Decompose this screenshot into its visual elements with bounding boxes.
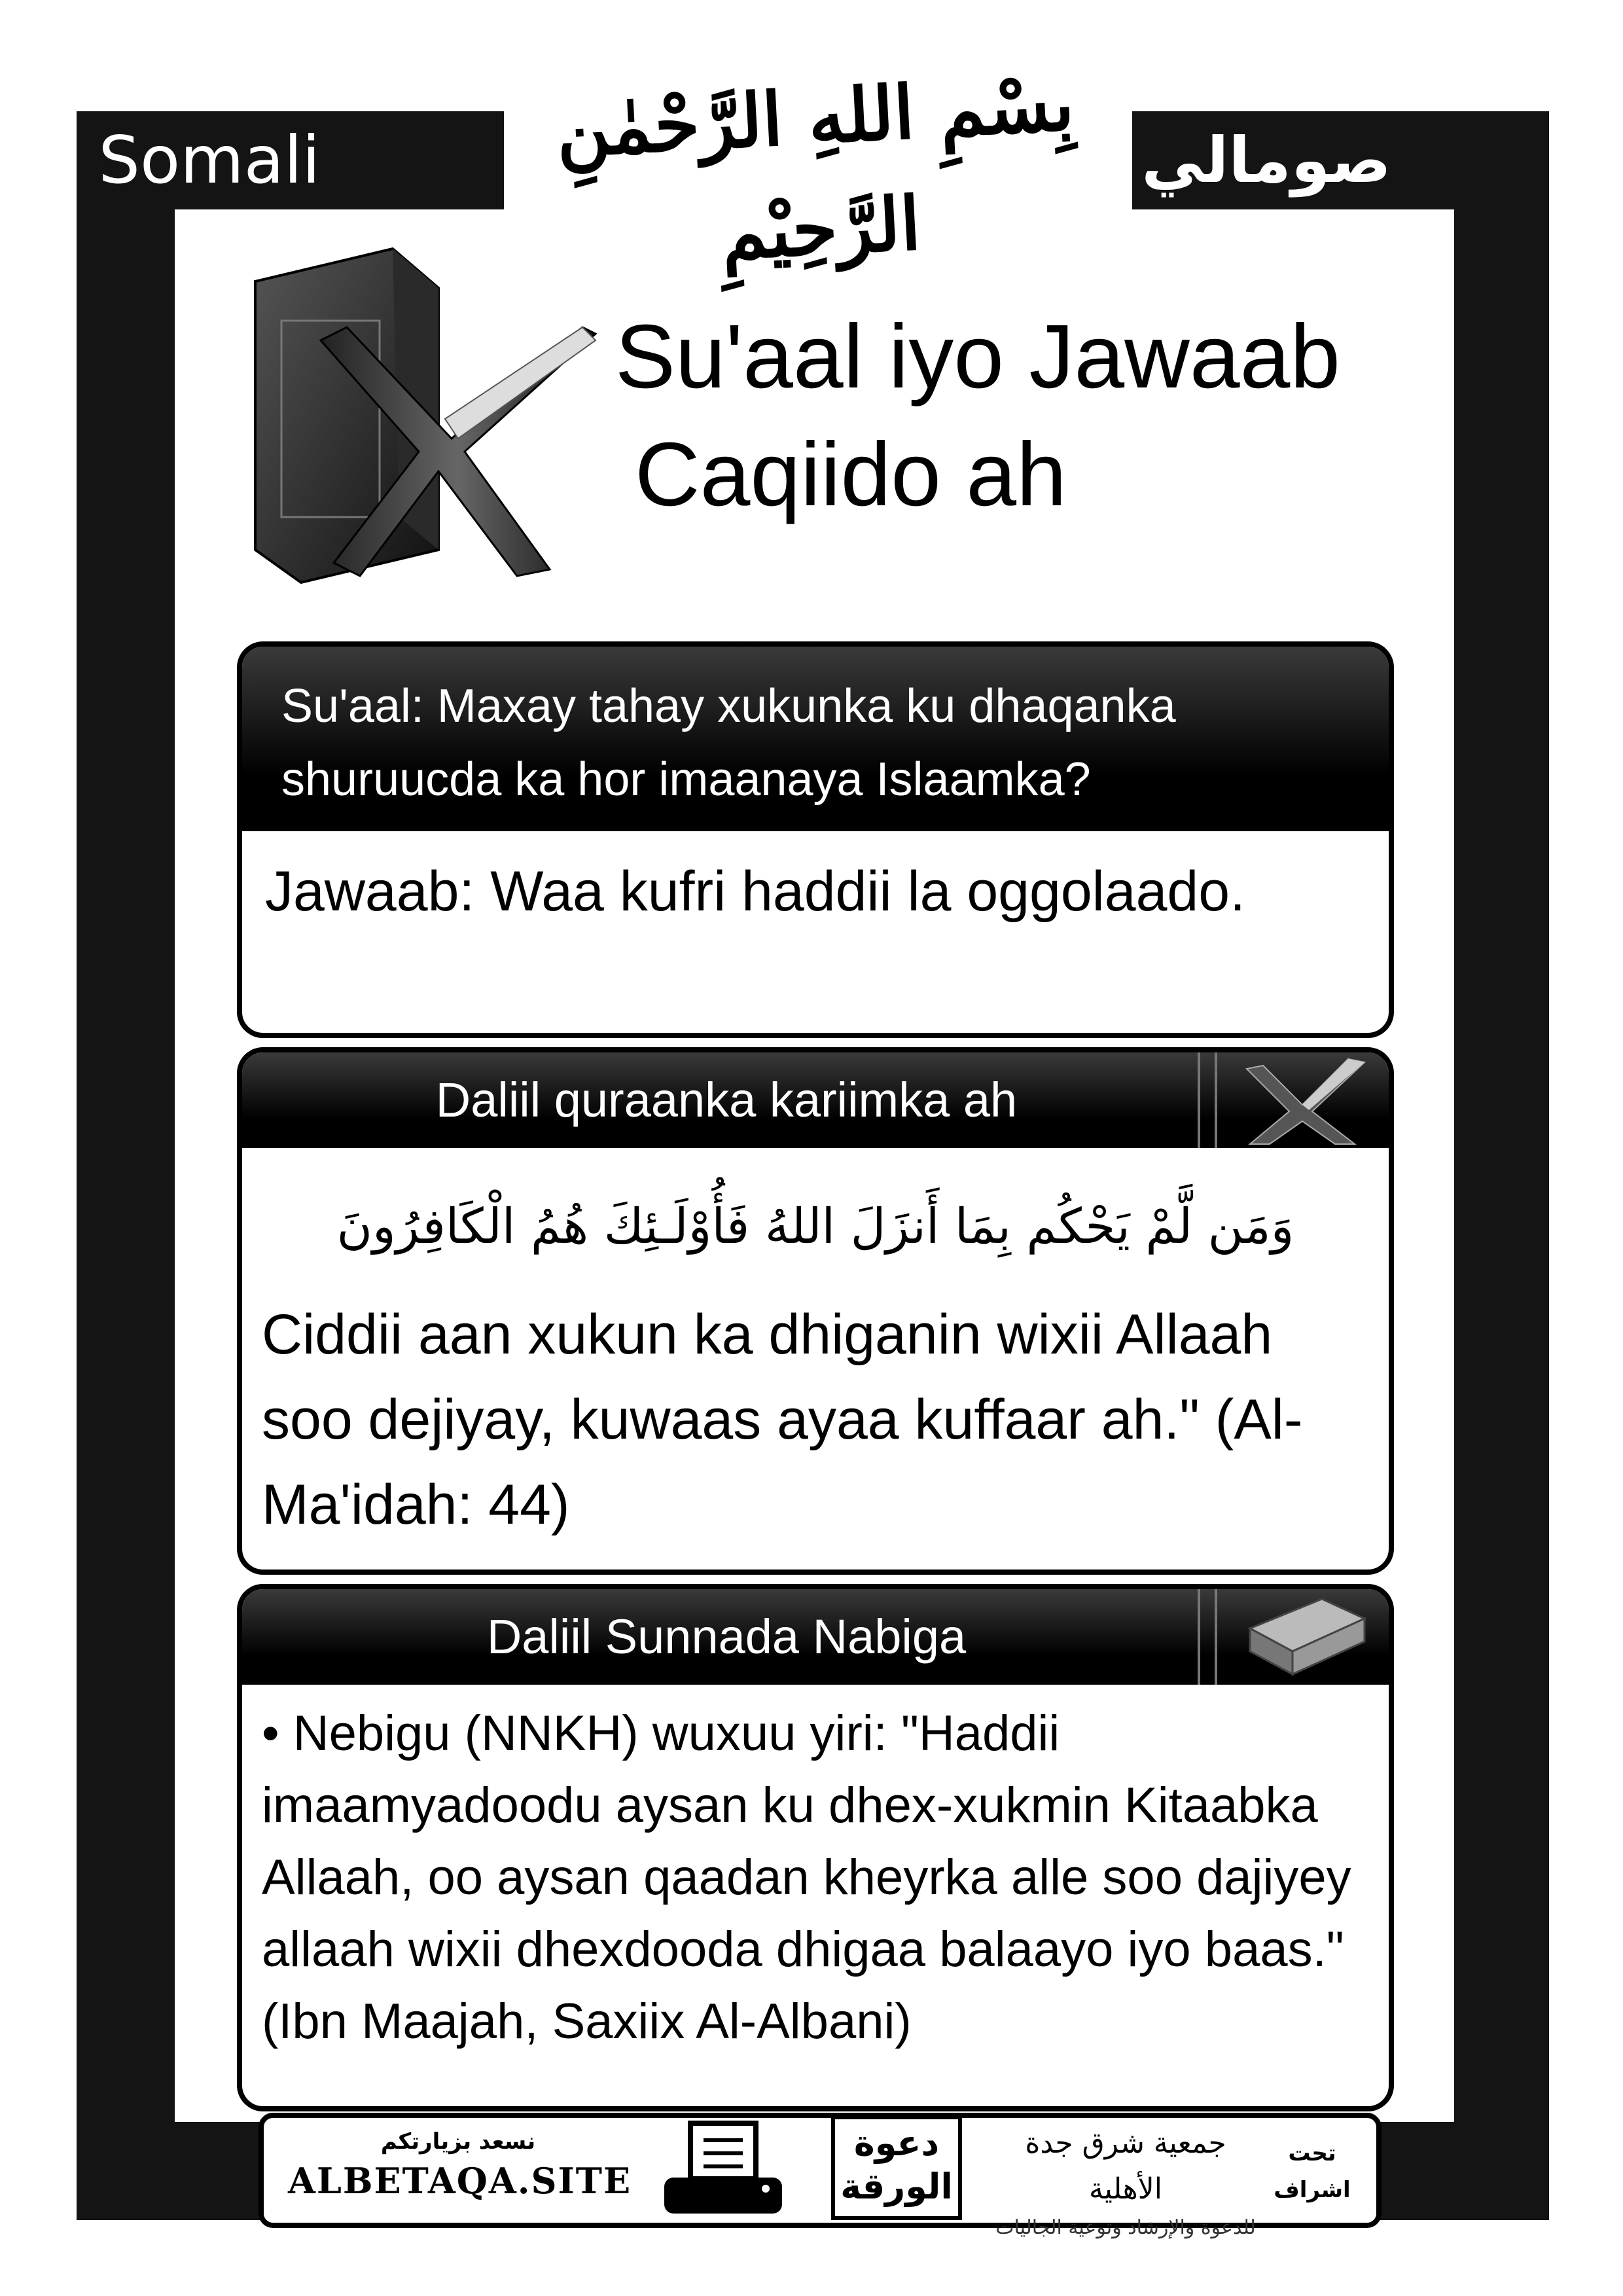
header-divider (1198, 1589, 1217, 1685)
book-icon (1224, 1589, 1381, 1685)
quran-stand-icon (1224, 1052, 1381, 1148)
sunnah-evidence-heading: Daliil Sunnada Nabiga (486, 1609, 967, 1664)
supervision-label (1273, 2135, 1351, 2208)
association-subtitle: للدعوة والإرشاد وتوعية الجاليات (995, 2216, 1256, 2239)
title-line-2: Caqiido ah (635, 424, 1067, 525)
page-title (615, 298, 1453, 533)
quran-evidence-header (242, 1052, 1389, 1148)
sunnah-hadith-text: • Nebigu (NNKH) wuxuu yiri: "Haddii imaamyadoodu aysan ku dhex-xukmin Kitaabka Allaah, oo aysan qaadan kheyrka alle soo dajiyey allaah wixii dhexdooda dhigaa balaayo iyo baas." (Ibn Maajah, Saxiix Al-Albani) (262, 1706, 1351, 2049)
logo-line-waraqa: الورقة (840, 2166, 953, 2207)
sunnah-evidence-card (237, 1584, 1394, 2111)
association-logo (988, 2121, 1263, 2244)
basmala-calligraphy: بِسْمِ اللهِ الرَّحْمٰنِ الرَّحِيْمِ (554, 61, 1077, 277)
quran-evidence-heading: Daliil quraanka kariimka ah (435, 1073, 1018, 1127)
header-divider (1198, 1052, 1217, 1148)
answer-text: Jawaab: Waa kufri haddii la oggolaado. (265, 860, 1245, 923)
question-header (242, 647, 1389, 831)
sunnah-evidence-header (242, 1589, 1389, 1685)
language-label-somali: Somali (98, 122, 321, 198)
language-label-arabic: صومالي (1141, 124, 1391, 197)
quran-verse-translation: Ciddii aan xukun ka dhiganin wixii Allaah soo dejiyay, kuwaas ayaa kuffaar ah." (Al-Ma'idah: 44) (262, 1303, 1303, 1536)
frame-right (1454, 111, 1549, 2220)
title-line-1: Su'aal iyo Jawaab (615, 306, 1341, 407)
supervision-line-2: اشراف (1274, 2177, 1351, 2203)
supervision-line-1: تحت (1288, 2140, 1336, 2166)
footer-tagline: نسعد بزيارتكم (380, 2128, 536, 2155)
logo-line-dawa: دعوة (853, 2123, 940, 2164)
association-name: جمعية شرق جدة الأهلية (1025, 2126, 1226, 2206)
quran-evidence-card (237, 1047, 1394, 1575)
printer-icon (654, 2115, 792, 2220)
frame-left (77, 111, 175, 2220)
question-card (237, 641, 1394, 1038)
footer-website-link[interactable]: ALBETAQA.SITE (288, 2160, 632, 2202)
quran-verse-arabic: وَمَن لَّمْ يَحْكُم بِمَا أَنزَلَ اللهُ فَأُوْلَـئِكَ هُمُ الْكَافِرُونَ (336, 1198, 1294, 1255)
quran-on-stand-icon (242, 242, 609, 596)
dawa-logo-text (831, 2122, 962, 2208)
question-text: Su'aal: Maxay tahay xukunka ku dhaqanka shuruucda ka hor imaanaya Islaamka? (281, 680, 1176, 806)
